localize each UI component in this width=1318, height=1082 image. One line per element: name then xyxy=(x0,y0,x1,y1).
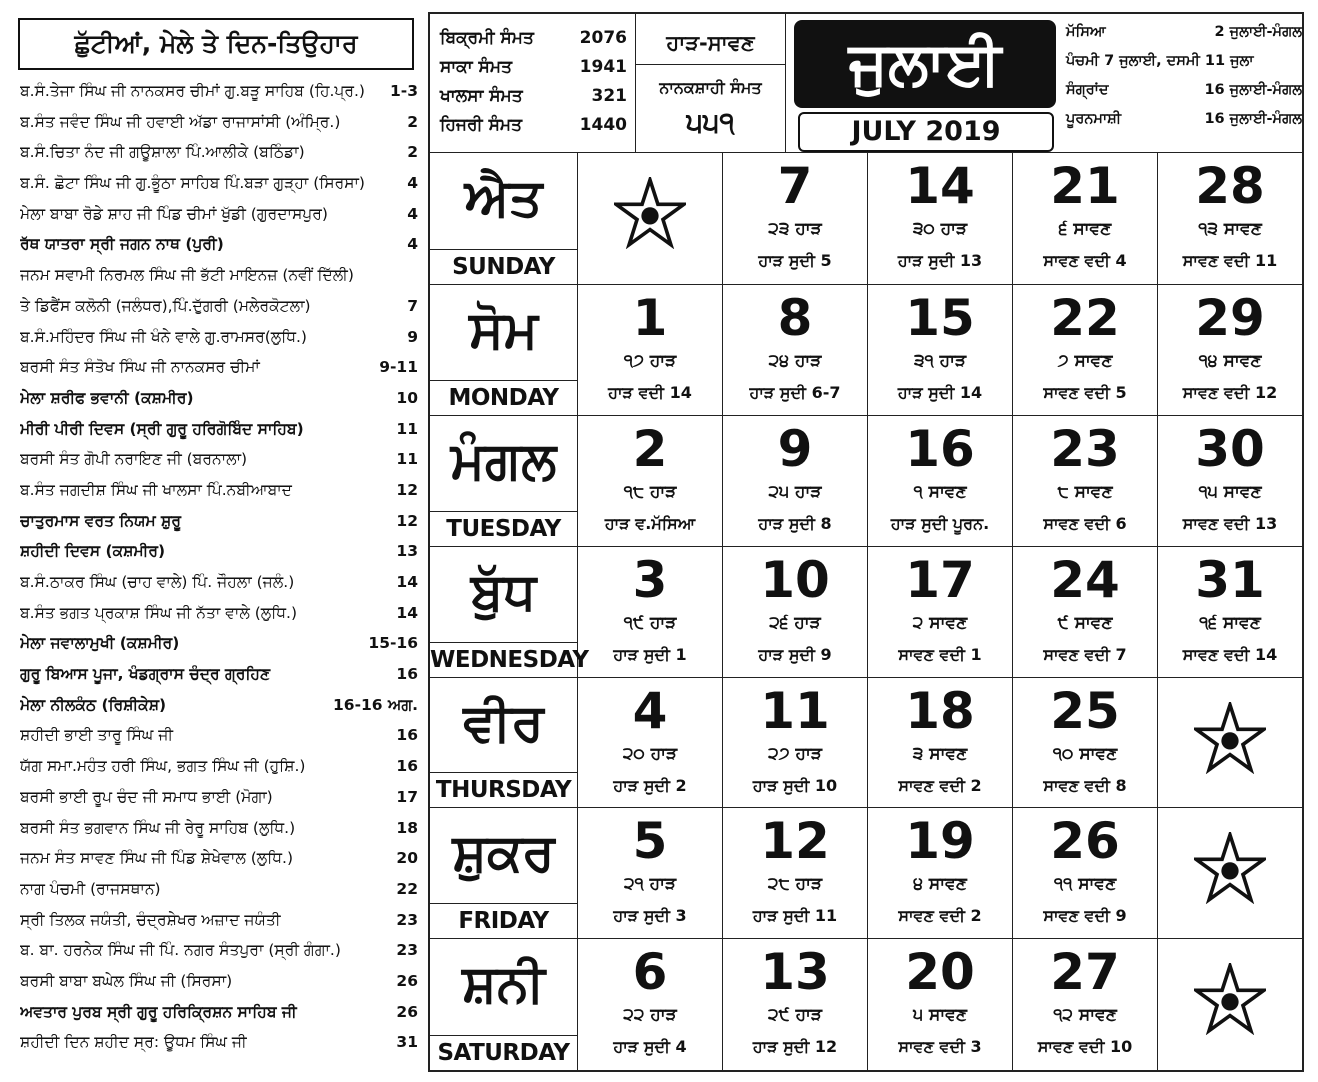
nanakshahi-date: ੧੪ ਸਾਵਣ xyxy=(1198,351,1262,371)
lunar-tithi: ਹਾੜ ਵਦੀ 14 xyxy=(608,383,692,402)
holiday-date: 2 xyxy=(407,143,418,162)
day-number: 26 xyxy=(1050,812,1120,870)
holiday-date: 22 xyxy=(396,879,418,898)
day-cell xyxy=(723,677,868,807)
day-cell xyxy=(1158,546,1302,677)
day-number: 8 xyxy=(777,289,813,347)
empty-day-cell xyxy=(578,152,723,284)
holiday-name: ਮੀਰੀ ਪੀਰੀ ਦਿਵਸ (ਸ੍ਰੀ ਗੁਰੂ ਹਰਿਗੋਬਿੰਦ ਸਾਹਿਬ) xyxy=(20,419,304,438)
lunar-note xyxy=(1066,105,1302,134)
holiday-date: 17 xyxy=(396,787,418,806)
lunar-notes xyxy=(1066,18,1302,152)
holiday-date: 4 xyxy=(407,174,418,193)
holiday-item xyxy=(20,444,420,475)
era-year: 2076 xyxy=(579,28,627,48)
day-cell xyxy=(868,546,1013,677)
holiday-date: 11 xyxy=(396,450,418,469)
nanakshahi-date: ੨੧ ਹਾੜ xyxy=(623,874,677,894)
weekday-label xyxy=(430,415,578,546)
era-row xyxy=(430,24,635,53)
lunar-tithi: ਸਾਵਣ ਵਦੀ 13 xyxy=(1182,514,1278,533)
day-cell xyxy=(578,938,723,1070)
holiday-date: 12 xyxy=(396,480,418,499)
weekday-punjabi: ਬੁੱਧ xyxy=(470,562,537,622)
holiday-name: ਬ. ਬਾ. ਹਰਨੇਕ ਸਿੰਘ ਜੀ ਪਿੰ. ਨਗਰ ਸੰਤਪੁਰਾ (ਸ੍ਰੀ ਗੰਗਾ.) xyxy=(20,941,341,960)
nanakshahi-date: ੨੪ ਹਾੜ xyxy=(768,351,822,371)
nanakshahi-box xyxy=(636,14,786,152)
lunar-tithi: ਹਾੜ ਸੁਦੀ 2 xyxy=(613,776,687,795)
day-cell xyxy=(1013,938,1158,1070)
day-cell xyxy=(723,938,868,1070)
holiday-name: ਤੇ ਡਿਫੈਂਸ ਕਲੋਨੀ (ਜਲੰਧਰ),ਪਿੰ.ਦੁੱਗਰੀ (ਮਲੇਰਕੋਟਲਾ) xyxy=(20,296,311,315)
nanakshahi-date: ੧੩ ਸਾਵਣ xyxy=(1198,219,1262,239)
holiday-name: ਬ.ਸੰ.ਮਹਿੰਦਰ ਸਿੰਘ ਜੀ ਖੰਨੇ ਵਾਲੇ ਗੁ.ਰਾਮਸਰ(ਲੁਧਿ.) xyxy=(20,327,307,346)
lunar-tithi: ਸਾਵਣ ਵਦੀ 12 xyxy=(1182,383,1278,402)
lunar-tithi: ਹਾੜ ਸੁਦੀ 10 xyxy=(752,776,838,795)
era-row xyxy=(430,53,635,82)
day-cell xyxy=(868,938,1013,1070)
nanakshahi-date: ੨੩ ਹਾੜ xyxy=(768,219,822,239)
nanakshahi-date: ੧੨ ਸਾਵਣ xyxy=(1053,1005,1117,1025)
holiday-item xyxy=(20,76,420,107)
holiday-name: ਚਾਤੁਰਮਾਸ ਵਰਤ ਨਿਯਮ ਸ਼ੁਰੂ xyxy=(20,511,181,530)
day-number: 19 xyxy=(905,812,975,870)
holiday-date: 16 xyxy=(396,757,418,776)
empty-day-cell xyxy=(1158,807,1302,938)
holiday-item xyxy=(20,1027,420,1058)
weekday-punjabi: ਮੰਗਲ xyxy=(450,431,557,491)
lunar-tithi: ਸਾਵਣ ਵਦੀ 1 xyxy=(898,645,982,664)
day-number: 22 xyxy=(1050,289,1120,347)
weekday-label xyxy=(430,938,578,1070)
holiday-name: ਸ਼ਹੀਦੀ ਦਿਨ ਸ਼ਹੀਦ ਸ੍ਰ: ਊਧਮ ਸਿੰਘ ਜੀ xyxy=(20,1033,247,1052)
weekday-punjabi: ਵੀਰ xyxy=(463,693,544,753)
day-number: 17 xyxy=(905,551,975,609)
day-cell xyxy=(723,152,868,284)
era-row xyxy=(430,111,635,140)
era-row xyxy=(430,82,635,111)
holiday-date: 23 xyxy=(396,941,418,960)
nanakshahi-date: ੧੫ ਸਾਵਣ xyxy=(1198,482,1262,502)
day-cell xyxy=(1158,152,1302,284)
lunar-tithi: ਹਾੜ ਸੁਦੀ 3 xyxy=(613,906,687,925)
holiday-item xyxy=(20,690,420,721)
star-icon xyxy=(614,177,686,249)
day-number: 2 xyxy=(632,420,668,478)
star-icon xyxy=(1194,832,1266,904)
holiday-date: 7 xyxy=(407,296,418,315)
holiday-date: 11 xyxy=(396,419,418,438)
day-number: 29 xyxy=(1195,289,1265,347)
holiday-name: ਜਨਮ ਸੰਤ ਸਾਵਣ ਸਿੰਘ ਜੀ ਪਿੰਡ ਸ਼ੇਖੇਵਾਲ (ਲੁਧਿ.) xyxy=(20,849,294,868)
lunar-note-date: 16 ਜੁਲਾਈ-ਮੰਗਲ xyxy=(1204,111,1302,127)
day-cell xyxy=(868,415,1013,546)
holiday-item xyxy=(20,352,420,383)
holiday-name: ਜਨਮ ਸਵਾਮੀ ਨਿਰਮਲ ਸਿੰਘ ਜੀ ਭੱਟੀ ਮਾਇਨਜ਼ (ਨਵੀਂ ਦਿੱਲੀ) xyxy=(20,266,354,285)
nanakshahi-date: ੨੯ ਹਾੜ xyxy=(767,1005,823,1025)
nanakshahi-date: ੧੧ ਸਾਵਣ xyxy=(1053,874,1117,894)
day-cell xyxy=(723,284,868,415)
weekday-english: WEDNESDAY xyxy=(430,642,577,677)
holiday-name: ਬ.ਸੰ.ਤੇਜਾ ਸਿੰਘ ਜੀ ਨਾਨਕਸਰ ਚੀਮਾਂ ਗੁ.ਬੜੂ ਸਾਹਿਬ (ਹਿ.ਪ੍ਰ.) xyxy=(20,82,365,100)
day-cell xyxy=(1013,152,1158,284)
month-title: ਜੁਲਾਈ xyxy=(794,20,1056,108)
day-number: 6 xyxy=(632,943,668,1001)
holiday-name: ਬਰਸੀ ਸੰਤ ਸੰਤੋਖ ਸਿੰਘ ਜੀ ਨਾਨਕਸਰ ਚੀਮਾਂ xyxy=(20,358,260,377)
holiday-item xyxy=(20,260,420,291)
weekday-english: TUESDAY xyxy=(430,511,577,546)
era-name: ਸਾਕਾ ਸੰਮਤ xyxy=(440,57,512,77)
holiday-date: 12 xyxy=(396,511,418,530)
era-name: ਹਿਜਰੀ ਸੰਮਤ xyxy=(440,115,522,135)
holiday-item xyxy=(20,997,420,1028)
nanakshahi-date: ੨੮ ਹਾੜ xyxy=(767,874,823,894)
holiday-item xyxy=(20,874,420,905)
day-number: 23 xyxy=(1050,420,1120,478)
day-cell xyxy=(1013,807,1158,938)
lunar-tithi: ਸਾਵਣ ਵਦੀ 3 xyxy=(898,1037,982,1056)
era-year: 1941 xyxy=(579,57,627,77)
nanakshahi-year: ੫੫੧ xyxy=(686,106,735,139)
weekday-punjabi: ਸ਼ੁਕਰ xyxy=(452,823,555,883)
lunar-note-date: 16 ਜੁਲਾਈ-ਮੰਗਲ xyxy=(1204,82,1302,98)
holiday-name: ਬਰਸੀ ਭਾਈ ਰੂਪ ਚੰਦ ਜੀ ਸਮਾਧ ਭਾਈ (ਮੋਗਾ) xyxy=(20,787,273,806)
holiday-item xyxy=(20,567,420,598)
lunar-tithi: ਹਾੜ ਸੁਦੀ ਪੂਰਨ. xyxy=(890,514,990,533)
holidays-list xyxy=(20,76,420,1058)
holiday-name: ਬਰਸੀ ਸੰਤ ਗੋਪੀ ਨਰਾਇਣ ਜੀ (ਬਰਨਾਲਾ) xyxy=(20,450,248,469)
nanakshahi-date: ੫ ਸਾਵਣ xyxy=(913,1005,967,1025)
holiday-item xyxy=(20,905,420,936)
day-number: 13 xyxy=(760,943,830,1001)
empty-day-cell xyxy=(1158,938,1302,1070)
day-number: 24 xyxy=(1050,551,1120,609)
day-number: 25 xyxy=(1050,682,1120,740)
month-calendar xyxy=(428,12,1304,1072)
era-year: 321 xyxy=(591,86,627,106)
holiday-name: ਅਵਤਾਰ ਪੁਰਬ ਸ੍ਰੀ ਗੁਰੂ ਹਰਿਕ੍ਰਿਸ਼ਨ ਸਾਹਿਬ ਜੀ xyxy=(20,1002,297,1021)
holiday-name: ਬ.ਸੰ. ਛੋਟਾ ਸਿੰਘ ਜੀ ਗੁ.ਭੂੰਠਾ ਸਾਹਿਬ ਪਿੰ.ਬੜਾ ਗੁੜ੍ਹਾ (ਸਿਰਸਾ) xyxy=(20,174,365,193)
holiday-item xyxy=(20,229,420,260)
day-cell xyxy=(578,807,723,938)
holiday-item xyxy=(20,475,420,506)
holiday-name: ਬ.ਸੰ.ਠਾਕਰ ਸਿੰਘ (ਚਾਹ ਵਾਲੇ) ਪਿੰ. ਜੌਹਲਾ (ਜਲੰ.) xyxy=(20,573,295,591)
day-cell xyxy=(578,546,723,677)
empty-day-cell xyxy=(1158,677,1302,807)
nanakshahi-date: ੩੧ ਹਾੜ xyxy=(913,351,967,371)
lunar-tithi: ਸਾਵਣ ਵਦੀ 2 xyxy=(898,776,982,795)
holiday-name: ਮੇਲਾ ਬਾਬਾ ਰੋਡੇ ਸ਼ਾਹ ਜੀ ਪਿੰਡ ਚੀਮਾਂ ਖੁੱਡੀ (ਗੁਰਦਾਸਪੁਰ) xyxy=(20,204,328,223)
day-cell xyxy=(578,677,723,807)
day-number: 28 xyxy=(1195,157,1265,215)
holiday-date: 9-11 xyxy=(379,358,418,377)
star-icon xyxy=(1194,963,1266,1035)
holiday-item xyxy=(20,935,420,966)
holiday-name: ਬ.ਸੰਤ ਜਵੰਦ ਸਿੰਘ ਜੀ ਹਵਾਈ ਅੱਡਾ ਰਾਜਾਸਾਂਸੀ (ਅੰਮ੍ਰਿ.) xyxy=(20,112,341,131)
nanakshahi-date: ੭ ਸਾਵਣ xyxy=(1057,351,1113,371)
day-number: 3 xyxy=(632,551,668,609)
holiday-name: ਨਾਗ ਪੰਚਮੀ (ਰਾਜਸਥਾਨ) xyxy=(20,879,161,898)
lunar-tithi: ਹਾੜ ਸੁਦੀ 8 xyxy=(758,514,832,533)
lunar-note-name: ਪੰਚਮੀ 7 ਜੁਲਾਈ, ਦਸਮੀ 11 ਜੁਲਾ xyxy=(1066,53,1254,69)
lunar-tithi: ਹਾੜ ਸੁਦੀ 5 xyxy=(758,251,832,270)
day-cell xyxy=(1013,677,1158,807)
lunar-tithi: ਸਾਵਣ ਵਦੀ 14 xyxy=(1182,645,1278,664)
lunar-note xyxy=(1066,47,1302,76)
holiday-date: 26 xyxy=(396,1002,418,1021)
lunar-note-name: ਸੰਗ੍ਰਾਂਦ xyxy=(1066,82,1109,98)
lunar-tithi: ਸਾਵਣ ਵਦੀ 11 xyxy=(1182,251,1278,270)
day-cell xyxy=(868,807,1013,938)
nanakshahi-date: ੨੭ ਹਾੜ xyxy=(768,744,822,764)
holiday-name: ਬ.ਸੰਤ ਜਗਦੀਸ਼ ਸਿੰਘ ਜੀ ਖਾਲਸਾ ਪਿੰ.ਨਬੀਆਬਾਦ xyxy=(20,480,292,499)
lunar-note-date: 2 ਜੁਲਾਈ-ਮੰਗਲ xyxy=(1214,24,1302,40)
holiday-date: 16 xyxy=(396,726,418,745)
day-number: 30 xyxy=(1195,420,1265,478)
desi-months: ਹਾੜ-ਸਾਵਣ xyxy=(636,22,785,65)
day-number: 27 xyxy=(1050,943,1120,1001)
holiday-date: 14 xyxy=(396,603,418,622)
lunar-tithi: ਸਾਵਣ ਵਦੀ 10 xyxy=(1037,1037,1133,1056)
holiday-name: ਬਰਸੀ ਬਾਬਾ ਬਘੇਲ ਸਿੰਘ ਜੀ (ਸਿਰਸਾ) xyxy=(20,971,233,990)
era-years-box xyxy=(430,14,636,152)
holiday-name: ਰੱਥ ਯਾਤਰਾ ਸ੍ਰੀ ਜਗਨ ਨਾਥ (ਪੁਰੀ) xyxy=(20,235,224,254)
holiday-date: 23 xyxy=(396,910,418,929)
holiday-item xyxy=(20,414,420,445)
lunar-tithi: ਸਾਵਣ ਵਦੀ 2 xyxy=(898,906,982,925)
holiday-name: ਬਰਸੀ ਸੰਤ ਭਗਵਾਨ ਸਿੰਘ ਜੀ ਰੇਰੂ ਸਾਹਿਬ (ਲੁਧਿ.) xyxy=(20,818,296,837)
day-number: 4 xyxy=(632,682,668,740)
nanakshahi-date: ੬ ਸਾਵਣ xyxy=(1058,219,1112,239)
holiday-item xyxy=(20,107,420,138)
day-number: 5 xyxy=(632,812,668,870)
holiday-name: ਬ.ਸੰ.ਚਿਤਾ ਨੰਦ ਜੀ ਗਊਸ਼ਾਲਾ ਪਿੰ.ਆਲੀਕੇ (ਬਠਿੰਡਾ) xyxy=(20,143,305,162)
weekday-punjabi: ਐਤ xyxy=(464,168,543,228)
day-cell xyxy=(723,807,868,938)
holiday-name: ਸ੍ਰੀ ਤਿਲਕ ਜਯੰਤੀ, ਚੰਦ੍ਰਸ਼ੇਖਰ ਅਜ਼ਾਦ ਜਯੰਤੀ xyxy=(20,910,281,929)
holiday-name: ਮੇਲਾ ਜਵਾਲਾਮੁਖੀ (ਕਸ਼ਮੀਰ) xyxy=(20,634,180,653)
star-icon xyxy=(1194,702,1266,774)
lunar-note xyxy=(1066,76,1302,105)
lunar-tithi: ਸਾਵਣ ਵਦੀ 4 xyxy=(1043,251,1127,270)
day-number: 11 xyxy=(760,682,830,740)
holiday-name: ਬ.ਸੰਤ ਭਗਤ ਪ੍ਰਕਾਸ਼ ਸਿੰਘ ਜੀ ਨੱਤਾ ਵਾਲੇ (ਲੁਧਿ.) xyxy=(20,603,298,622)
day-cell xyxy=(578,284,723,415)
day-cell xyxy=(868,284,1013,415)
lunar-tithi: ਹਾੜ ਸੁਦੀ 6-7 xyxy=(749,383,841,402)
holiday-item xyxy=(20,199,420,230)
nanakshahi-date: ੨੨ ਹਾੜ xyxy=(623,1005,677,1025)
era-year: 1440 xyxy=(579,115,627,135)
holiday-item xyxy=(20,843,420,874)
calendar-grid xyxy=(430,152,1302,1070)
day-cell xyxy=(868,677,1013,807)
lunar-tithi: ਸਾਵਣ ਵਦੀ 6 xyxy=(1043,514,1127,533)
day-cell xyxy=(723,415,868,546)
nanakshahi-date: ੧੭ ਹਾੜ xyxy=(623,351,677,371)
day-number: 1 xyxy=(632,289,668,347)
lunar-tithi: ਹਾੜ ਸੁਦੀ 13 xyxy=(897,251,983,270)
day-cell xyxy=(1013,546,1158,677)
day-number: 10 xyxy=(760,551,830,609)
day-cell xyxy=(1013,415,1158,546)
weekday-label xyxy=(430,807,578,938)
holiday-item xyxy=(20,322,420,353)
weekday-label xyxy=(430,677,578,807)
holiday-date: 26 xyxy=(396,971,418,990)
weekday-label xyxy=(430,152,578,284)
holiday-item xyxy=(20,506,420,537)
lunar-note-name: ਮੱਸਿਆ xyxy=(1066,24,1106,40)
nanakshahi-date: ੯ ਸਾਵਣ xyxy=(1057,613,1113,633)
weekday-punjabi: ਸ਼ਨੀ xyxy=(462,954,545,1014)
day-number: 20 xyxy=(905,943,975,1001)
nanakshahi-date: ੩੦ ਹਾੜ xyxy=(912,219,968,239)
nanakshahi-date: ੨੫ ਹਾੜ xyxy=(768,482,822,502)
holiday-date: 16 xyxy=(396,665,418,684)
holiday-item xyxy=(20,628,420,659)
holiday-name: ਮੇਲਾ ਨੀਲਕੰਠ (ਰਿਸ਼ੀਕੇਸ਼) xyxy=(20,695,167,714)
nanakshahi-date: ੨ ਸਾਵਣ xyxy=(912,613,968,633)
day-number: 18 xyxy=(905,682,975,740)
day-number: 12 xyxy=(760,812,830,870)
era-name: ਬਿਕ੍ਰਮੀ ਸੰਮਤ xyxy=(440,28,534,48)
nanakshahi-date: ੧੯ ਹਾੜ xyxy=(623,613,677,633)
day-number: 7 xyxy=(777,157,813,215)
holiday-date: 18 xyxy=(396,818,418,837)
holiday-date: 16-16 ਅਗ. xyxy=(333,695,418,714)
nanakshahi-date: ੨੬ ਹਾੜ xyxy=(769,613,821,633)
holiday-name: ਸ਼ਹੀਦੀ ਦਿਵਸ (ਕਸ਼ਮੀਰ) xyxy=(20,542,166,561)
weekday-english: SATURDAY xyxy=(430,1035,577,1070)
lunar-tithi: ਹਾੜ ਸੁਦੀ 11 xyxy=(752,906,838,925)
day-number: 21 xyxy=(1050,157,1120,215)
holiday-date: 13 xyxy=(396,542,418,561)
lunar-tithi: ਹਾੜ ਸੁਦੀ 12 xyxy=(752,1037,838,1056)
holidays-title: ਛੁੱਟੀਆਂ, ਮੇਲੇ ਤੇ ਦਿਨ-ਤਿਉਹਾਰ xyxy=(18,18,414,70)
day-number: 14 xyxy=(905,157,975,215)
weekday-english: SUNDAY xyxy=(430,249,577,284)
day-cell xyxy=(1158,415,1302,546)
holiday-name: ਗੁਰੂ ਬਿਆਸ ਪੂਜਾ, ਖੰਡਗ੍ਰਾਸ ਚੰਦ੍ਰ ਗ੍ਰਹਿਣ xyxy=(20,665,271,684)
weekday-label xyxy=(430,284,578,415)
holiday-item xyxy=(20,966,420,997)
holiday-item xyxy=(20,813,420,844)
day-cell xyxy=(1158,284,1302,415)
lunar-tithi: ਹਾੜ ਸੁਦੀ 9 xyxy=(758,645,832,664)
holiday-name: ਮੇਲਾ ਸ਼ਰੀਫ ਭਵਾਨੀ (ਕਸ਼ਮੀਰ) xyxy=(20,388,194,407)
lunar-tithi: ਹਾੜ ਸੁਦੀ 4 xyxy=(613,1037,687,1056)
day-number: 31 xyxy=(1195,551,1265,609)
weekday-punjabi: ਸੋਮ xyxy=(469,300,538,360)
holiday-date: 10 xyxy=(396,388,418,407)
nanakshahi-date: ੩ ਸਾਵਣ xyxy=(912,744,968,764)
holiday-date: 15-16 xyxy=(368,634,418,653)
nanakshahi-date: ੧ ਸਾਵਣ xyxy=(913,482,967,502)
holiday-item xyxy=(20,291,420,322)
day-number: 16 xyxy=(905,420,975,478)
day-number: 9 xyxy=(777,420,813,478)
holiday-item xyxy=(20,168,420,199)
weekday-label xyxy=(430,546,589,677)
lunar-note-name: ਪੂਰਨਮਾਸ਼ੀ xyxy=(1066,111,1122,127)
weekday-english: THURSDAY xyxy=(430,772,577,807)
weekday-english: FRIDAY xyxy=(430,903,577,938)
holiday-item xyxy=(20,751,420,782)
day-cell xyxy=(723,546,868,677)
lunar-tithi: ਸਾਵਣ ਵਦੀ 8 xyxy=(1043,776,1127,795)
nanakshahi-date: ੨੦ ਹਾੜ xyxy=(622,744,678,764)
weekday-english: MONDAY xyxy=(430,380,577,415)
holiday-item xyxy=(20,137,420,168)
holidays-panel xyxy=(14,14,420,1072)
lunar-tithi: ਹਾੜ ਵ.ਮੱਸਿਆ xyxy=(604,514,696,533)
era-name: ਖਾਲਸਾ ਸੰਮਤ xyxy=(440,86,523,106)
holiday-date: 20 xyxy=(396,849,418,868)
holiday-name: ਸ਼ਹੀਦੀ ਭਾਈ ਤਾਰੂ ਸਿੰਘ ਜੀ xyxy=(20,726,174,745)
lunar-tithi: ਹਾੜ ਸੁਦੀ 1 xyxy=(613,645,687,664)
nanakshahi-date: ੪ ਸਾਵਣ xyxy=(913,874,967,894)
day-cell xyxy=(868,152,1013,284)
nanakshahi-date: ੧੬ ਸਾਵਣ xyxy=(1199,613,1261,633)
holiday-date: 14 xyxy=(396,573,418,591)
month-english: JULY 2019 xyxy=(798,112,1054,152)
holiday-item xyxy=(20,383,420,414)
holiday-date: 1-3 xyxy=(389,82,418,100)
nanakshahi-label: ਨਾਨਕਸ਼ਾਹੀ ਸੰਮਤ xyxy=(659,78,762,97)
nanakshahi-date: ੮ ਸਾਵਣ xyxy=(1057,482,1113,502)
day-number: 15 xyxy=(905,289,975,347)
lunar-tithi: ਸਾਵਣ ਵਦੀ 5 xyxy=(1043,383,1127,402)
day-cell xyxy=(1013,284,1158,415)
holiday-item xyxy=(20,598,420,629)
holiday-item xyxy=(20,782,420,813)
lunar-tithi: ਸਾਵਣ ਵਦੀ 7 xyxy=(1043,645,1127,664)
holiday-date: 4 xyxy=(407,235,418,254)
holiday-item xyxy=(20,536,420,567)
holiday-item xyxy=(20,720,420,751)
holiday-name: ਯੱਗ ਸਮਾ.ਮਹੰਤ ਹਰੀ ਸਿੰਘ, ਭਗਤ ਸਿੰਘ ਜੀ (ਹੁਸ਼ਿ.) xyxy=(20,757,306,776)
holiday-item xyxy=(20,659,420,690)
lunar-note xyxy=(1066,18,1302,47)
nanakshahi-date: ੧੦ ਸਾਵਣ xyxy=(1052,744,1118,764)
lunar-tithi: ਹਾੜ ਸੁਦੀ 14 xyxy=(897,383,983,402)
holiday-date: 31 xyxy=(396,1033,418,1052)
holiday-date: 9 xyxy=(407,327,418,346)
day-cell xyxy=(578,415,723,546)
holiday-date: 4 xyxy=(407,204,418,223)
lunar-tithi: ਸਾਵਣ ਵਦੀ 9 xyxy=(1043,906,1127,925)
holiday-date: 2 xyxy=(407,112,418,131)
nanakshahi-date: ੧੮ ਹਾੜ xyxy=(623,482,677,502)
